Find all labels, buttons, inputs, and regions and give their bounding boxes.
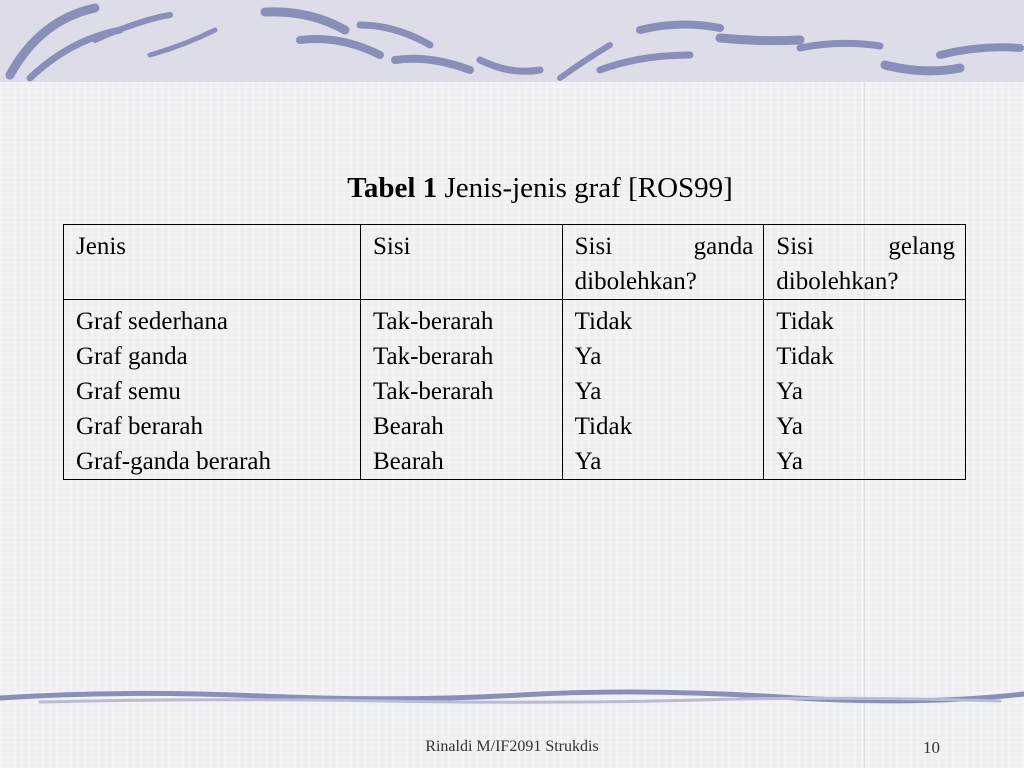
header-sisi-gelang-word2: gelang [888,233,955,260]
column-jenis [64,300,361,480]
header-sisi-ganda [562,225,764,300]
cell-jenis: Graf sederhana [76,308,228,335]
table-header-row [64,225,966,300]
cell-sisi-ganda: Tidak [574,413,633,440]
column-sisi-gelang [764,300,966,480]
footer-author: Rinaldi M/IF2091 Strukdis [425,738,599,755]
cell-sisi: Bearah [372,448,444,475]
cell-sisi-gelang: Ya [776,413,803,440]
cell-sisi-gelang: Tidak [776,308,834,335]
graph-types-table [63,224,966,480]
cell-sisi: Tak-berarah [372,343,494,370]
cell-jenis: Graf-ganda berarah [76,448,272,475]
cell-sisi-ganda: Ya [574,378,602,405]
cell-jenis: Graf semu [76,378,181,405]
header-jenis-label: Jenis [76,233,126,260]
header-sisi [360,225,562,300]
cell-sisi: Bearah [372,413,444,440]
header-sisi-gelang-line2: dibolehkan? [776,268,899,295]
cell-sisi-ganda: Ya [574,448,602,475]
cell-sisi: Tak-berarah [372,308,494,335]
header-sisi-label: Sisi [372,233,411,260]
page-number: 10 [923,738,940,757]
header-sisi-gelang-word1: Sisi [776,233,814,260]
cell-sisi-gelang: Ya [776,448,803,475]
header-sisi-ganda-line2: dibolehkan? [574,268,697,295]
decorative-top-band [0,0,1024,82]
header-sisi-gelang-line1 [776,229,955,264]
cell-sisi-ganda: Ya [574,343,602,370]
header-jenis [64,225,361,300]
cell-jenis: Graf berarah [76,413,203,440]
column-sisi-ganda [562,300,764,480]
header-sisi-ganda-word1: Sisi [574,233,613,260]
cell-jenis: Graf ganda [76,343,188,370]
caption-bold-label: Tabel 1 [347,172,438,204]
column-sisi [360,300,562,480]
header-sisi-gelang [764,225,966,300]
cell-sisi-gelang: Tidak [776,343,834,370]
cell-sisi-ganda: Tidak [574,308,633,335]
table-body-row [64,300,966,480]
swoosh-decoration [0,0,1024,82]
caption-text: Jenis-jenis graf [ROS99] [444,172,733,204]
cell-sisi: Tak-berarah [372,378,494,405]
cell-sisi-gelang: Ya [776,378,803,405]
bottom-swoosh-divider [0,686,1024,708]
header-sisi-ganda-word2: ganda [693,233,754,260]
table-caption [0,172,1024,205]
header-sisi-ganda-line1 [575,229,754,264]
